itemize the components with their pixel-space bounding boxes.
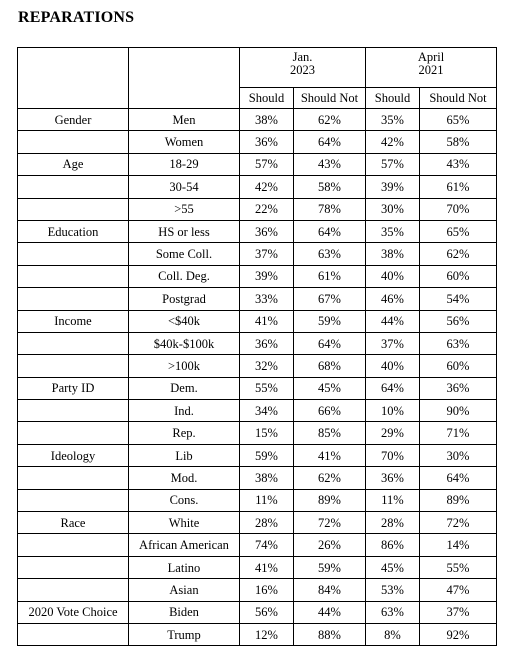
group-label-cell <box>18 243 129 265</box>
group-label-cell <box>18 288 129 310</box>
value-cell: 37% <box>420 601 497 623</box>
table-row <box>18 220 497 242</box>
header-empty-group <box>18 48 129 109</box>
table-row <box>18 467 497 489</box>
table-row <box>18 534 497 556</box>
header-row-periods <box>18 48 497 88</box>
group-label-cell <box>18 332 129 354</box>
value-cell: 89% <box>420 489 497 511</box>
value-cell: 62% <box>294 467 366 489</box>
subgroup-label-cell: Postgrad <box>129 288 240 310</box>
value-cell: 44% <box>366 310 420 332</box>
subgroup-label-cell: Dem. <box>129 377 240 399</box>
value-cell: 43% <box>294 153 366 175</box>
value-cell: 37% <box>240 243 294 265</box>
header-empty-sub <box>129 48 240 109</box>
value-cell: 36% <box>366 467 420 489</box>
value-cell: 53% <box>366 579 420 601</box>
value-cell: 41% <box>240 556 294 578</box>
value-cell: 78% <box>294 198 366 220</box>
subgroup-label-cell: Lib <box>129 444 240 466</box>
subgroup-label-cell: Trump <box>129 623 240 645</box>
header-period-jan-2023 <box>240 48 366 88</box>
value-cell: 36% <box>240 131 294 153</box>
table-row <box>18 153 497 175</box>
subgroup-label-cell: Cons. <box>129 489 240 511</box>
group-label-cell <box>18 355 129 377</box>
value-cell: 35% <box>366 109 420 131</box>
subgroup-label-cell: Men <box>129 109 240 131</box>
value-cell: 42% <box>366 131 420 153</box>
subgroup-label-cell: <$40k <box>129 310 240 332</box>
value-cell: 70% <box>420 198 497 220</box>
value-cell: 56% <box>420 310 497 332</box>
value-cell: 54% <box>420 288 497 310</box>
value-cell: 45% <box>294 377 366 399</box>
value-cell: 40% <box>366 355 420 377</box>
subgroup-label-cell: 30-54 <box>129 176 240 198</box>
value-cell: 60% <box>420 355 497 377</box>
value-cell: 30% <box>366 198 420 220</box>
table-row <box>18 579 497 601</box>
value-cell: 39% <box>366 176 420 198</box>
table-row <box>18 243 497 265</box>
value-cell: 41% <box>240 310 294 332</box>
value-cell: 34% <box>240 400 294 422</box>
group-label-cell <box>18 176 129 198</box>
value-cell: 59% <box>294 310 366 332</box>
group-label-cell: Gender <box>18 109 129 131</box>
subgroup-label-cell: HS or less <box>129 220 240 242</box>
value-cell: 16% <box>240 579 294 601</box>
table-row <box>18 422 497 444</box>
value-cell: 35% <box>366 220 420 242</box>
value-cell: 41% <box>294 444 366 466</box>
value-cell: 33% <box>240 288 294 310</box>
value-cell: 57% <box>366 153 420 175</box>
value-cell: 47% <box>420 579 497 601</box>
value-cell: 26% <box>294 534 366 556</box>
group-label-cell: Income <box>18 310 129 332</box>
value-cell: 55% <box>240 377 294 399</box>
period-label-line1: Jan. <box>292 50 313 64</box>
group-label-cell <box>18 534 129 556</box>
group-label-cell: Party ID <box>18 377 129 399</box>
column-header: Should Not <box>420 88 497 109</box>
value-cell: 46% <box>366 288 420 310</box>
group-label-cell: Age <box>18 153 129 175</box>
value-cell: 39% <box>240 265 294 287</box>
period-label-line1: April <box>417 50 445 64</box>
subgroup-label-cell: Biden <box>129 601 240 623</box>
value-cell: 55% <box>420 556 497 578</box>
table-row <box>18 355 497 377</box>
value-cell: 58% <box>294 176 366 198</box>
group-label-cell <box>18 489 129 511</box>
value-cell: 36% <box>240 220 294 242</box>
subgroup-label-cell: Women <box>129 131 240 153</box>
value-cell: 58% <box>420 131 497 153</box>
group-label-cell <box>18 422 129 444</box>
subgroup-label-cell: Ind. <box>129 400 240 422</box>
table-row <box>18 601 497 623</box>
value-cell: 37% <box>366 332 420 354</box>
subgroup-label-cell: Latino <box>129 556 240 578</box>
subgroup-label-cell: Some Coll. <box>129 243 240 265</box>
group-label-cell <box>18 579 129 601</box>
value-cell: 32% <box>240 355 294 377</box>
value-cell: 66% <box>294 400 366 422</box>
subgroup-label-cell: >55 <box>129 198 240 220</box>
value-cell: 62% <box>294 109 366 131</box>
group-label-cell <box>18 623 129 645</box>
value-cell: 61% <box>420 176 497 198</box>
table-body <box>18 109 497 646</box>
value-cell: 65% <box>420 109 497 131</box>
value-cell: 92% <box>420 623 497 645</box>
poll-table <box>17 47 497 646</box>
subgroup-label-cell: African American <box>129 534 240 556</box>
value-cell: 63% <box>420 332 497 354</box>
value-cell: 64% <box>294 332 366 354</box>
table-row <box>18 512 497 534</box>
value-cell: 22% <box>240 198 294 220</box>
value-cell: 15% <box>240 422 294 444</box>
group-label-cell: Education <box>18 220 129 242</box>
value-cell: 63% <box>366 601 420 623</box>
group-label-cell <box>18 556 129 578</box>
table-row <box>18 265 497 287</box>
value-cell: 43% <box>420 153 497 175</box>
value-cell: 38% <box>366 243 420 265</box>
value-cell: 72% <box>294 512 366 534</box>
value-cell: 8% <box>366 623 420 645</box>
value-cell: 65% <box>420 220 497 242</box>
value-cell: 60% <box>420 265 497 287</box>
subgroup-label-cell: Coll. Deg. <box>129 265 240 287</box>
value-cell: 57% <box>240 153 294 175</box>
subgroup-label-cell: 18-29 <box>129 153 240 175</box>
value-cell: 44% <box>294 601 366 623</box>
subgroup-label-cell: Mod. <box>129 467 240 489</box>
table-row <box>18 556 497 578</box>
table-row <box>18 489 497 511</box>
table-row <box>18 109 497 131</box>
group-label-cell: 2020 Vote Choice <box>18 601 129 623</box>
value-cell: 89% <box>294 489 366 511</box>
table-row <box>18 198 497 220</box>
subgroup-label-cell: >100k <box>129 355 240 377</box>
value-cell: 38% <box>240 109 294 131</box>
value-cell: 56% <box>240 601 294 623</box>
value-cell: 36% <box>240 332 294 354</box>
value-cell: 59% <box>294 556 366 578</box>
value-cell: 64% <box>420 467 497 489</box>
value-cell: 42% <box>240 176 294 198</box>
table-row <box>18 332 497 354</box>
column-header: Should <box>366 88 420 109</box>
group-label-cell: Ideology <box>18 444 129 466</box>
group-label-cell <box>18 400 129 422</box>
period-label-line2: 2021 <box>418 63 444 77</box>
value-cell: 64% <box>366 377 420 399</box>
value-cell: 40% <box>366 265 420 287</box>
value-cell: 14% <box>420 534 497 556</box>
value-cell: 64% <box>294 131 366 153</box>
table-row <box>18 288 497 310</box>
value-cell: 45% <box>366 556 420 578</box>
value-cell: 85% <box>294 422 366 444</box>
subgroup-label-cell: Asian <box>129 579 240 601</box>
value-cell: 62% <box>420 243 497 265</box>
value-cell: 61% <box>294 265 366 287</box>
value-cell: 88% <box>294 623 366 645</box>
value-cell: 71% <box>420 422 497 444</box>
value-cell: 59% <box>240 444 294 466</box>
value-cell: 74% <box>240 534 294 556</box>
value-cell: 64% <box>294 220 366 242</box>
table-row <box>18 444 497 466</box>
value-cell: 70% <box>366 444 420 466</box>
subgroup-label-cell: $40k-$100k <box>129 332 240 354</box>
value-cell: 90% <box>420 400 497 422</box>
table-row <box>18 623 497 645</box>
group-label-cell <box>18 198 129 220</box>
period-label-line2: 2023 <box>290 63 315 77</box>
group-label-cell <box>18 467 129 489</box>
value-cell: 68% <box>294 355 366 377</box>
value-cell: 29% <box>366 422 420 444</box>
value-cell: 28% <box>240 512 294 534</box>
value-cell: 67% <box>294 288 366 310</box>
group-label-cell <box>18 131 129 153</box>
page-title: REPARATIONS <box>18 9 135 26</box>
value-cell: 12% <box>240 623 294 645</box>
value-cell: 11% <box>366 489 420 511</box>
table-row <box>18 176 497 198</box>
value-cell: 36% <box>420 377 497 399</box>
table-row <box>18 310 497 332</box>
value-cell: 63% <box>294 243 366 265</box>
subgroup-label-cell: White <box>129 512 240 534</box>
value-cell: 84% <box>294 579 366 601</box>
value-cell: 86% <box>366 534 420 556</box>
value-cell: 28% <box>366 512 420 534</box>
value-cell: 10% <box>366 400 420 422</box>
table-row <box>18 400 497 422</box>
value-cell: 11% <box>240 489 294 511</box>
column-header: Should <box>240 88 294 109</box>
header-period-april-2021 <box>366 48 497 88</box>
column-header: Should Not <box>294 88 366 109</box>
table-row <box>18 131 497 153</box>
table-row <box>18 377 497 399</box>
group-label-cell <box>18 265 129 287</box>
value-cell: 72% <box>420 512 497 534</box>
value-cell: 38% <box>240 467 294 489</box>
subgroup-label-cell: Rep. <box>129 422 240 444</box>
group-label-cell: Race <box>18 512 129 534</box>
value-cell: 30% <box>420 444 497 466</box>
